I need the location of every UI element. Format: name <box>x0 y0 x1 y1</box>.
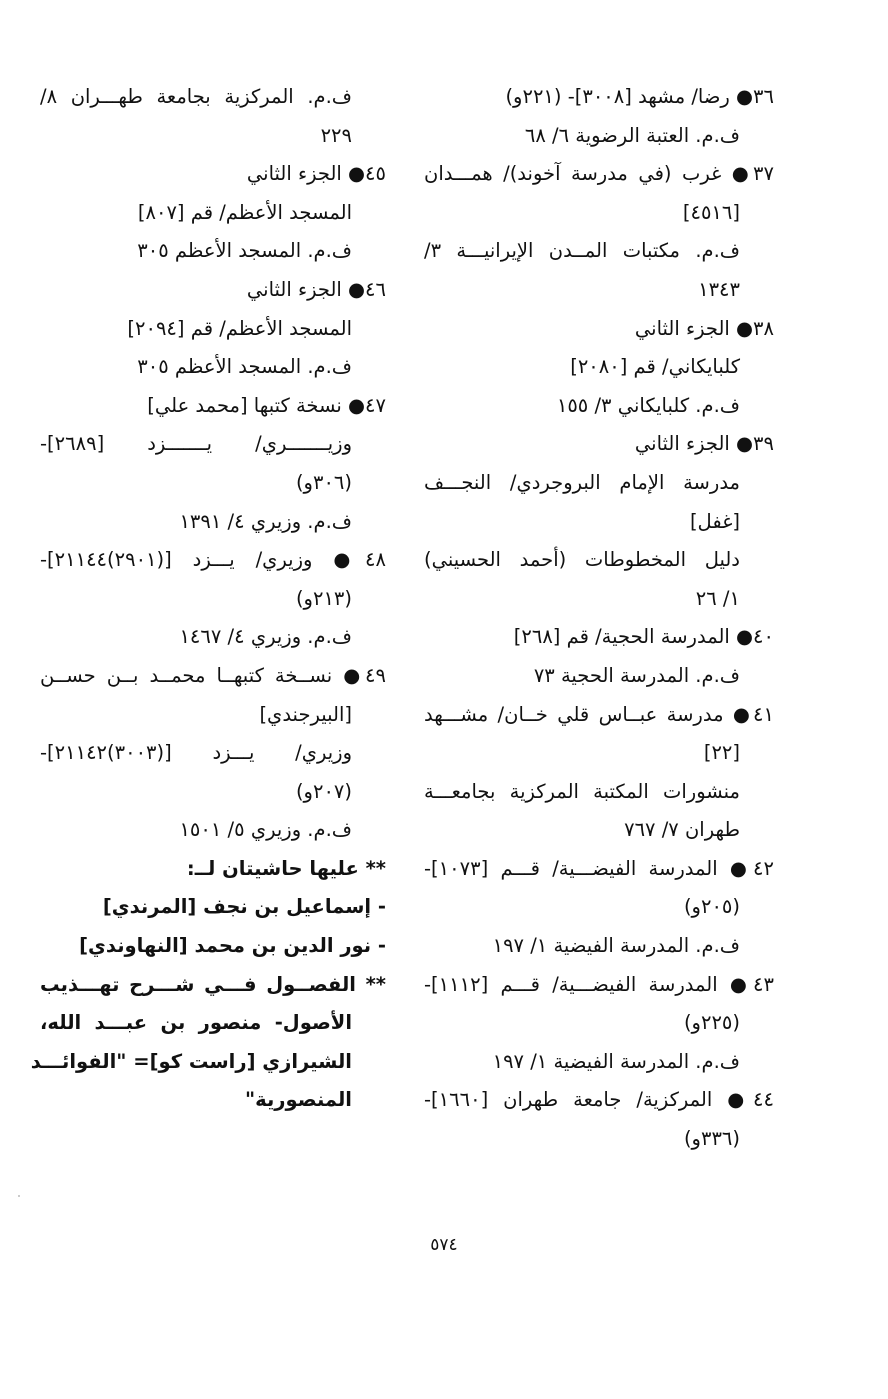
right-column-line: ف.م. كلبايكاني ٣/ ١٥٥ <box>556 393 740 417</box>
right-column-line: مدرسة الإمام البروجردي/ النجـــف <box>424 470 740 494</box>
right-column-line: ف.م. العتبة الرضوية ٦/ ٦٨ <box>524 123 740 147</box>
right-column-line: ٤٠● المدرسة الحجية/ قم [٢٦٨] <box>513 625 774 649</box>
right-column-line: طهران ٧/ ٧٦٧ <box>624 818 740 842</box>
right-column-line: [غفل] <box>689 509 740 533</box>
right-column-line: [٤٥١٦] <box>682 200 740 224</box>
left-column-line: ف.م. وزيري ٤/ ١٤٦٧ <box>179 625 352 649</box>
right-column-line: كلبايكاني/ قم [٢٠٨٠] <box>570 355 740 379</box>
left-column-line: - إسماعيل بن نجف [المرندي] <box>102 895 386 919</box>
right-column-line: ١٣٤٣ <box>698 277 740 301</box>
left-column-line: [البيرجندي] <box>259 702 352 726</box>
right-column-line: ٤٤● المركزية/ جامعة طهران [١٦٦٠]- <box>424 1088 774 1112</box>
right-column-line: (٢٠٥و) <box>683 895 740 919</box>
right-column-line: ف.م. المدرسة الفيضية ١/ ١٩٧ <box>492 934 740 958</box>
right-column-line: منشورات المكتبة المركزية بجامعـــة <box>424 779 740 803</box>
right-column <box>424 78 774 1159</box>
right-column-line: ف.م. المدرسة الفيضية ١/ ١٩٧ <box>492 1049 740 1073</box>
left-column-line: ف.م. المسجد الأعظم ٣٠٥ <box>137 239 352 263</box>
left-column-line: ٤٩● نســخة كتبهــا محمــد بــن حســن <box>40 663 386 687</box>
left-column-line: الشيرازي [راست كو]= "الفوائـــد <box>30 1049 352 1073</box>
scan-speck <box>18 1195 20 1197</box>
right-column-line: ف.م. المدرسة الحجية ٧٣ <box>533 663 740 687</box>
right-column-line: ٤٢● المدرسة الفيضـــية/ قـــم [١٠٧٣]- <box>424 856 774 880</box>
left-column-line: ف.م. المركزية بجامعة طهـــران ٨/ <box>40 85 352 108</box>
left-column-line: (٢١٣و) <box>295 586 352 610</box>
left-column-line: المنصورية" <box>244 1088 352 1112</box>
left-column <box>30 78 386 1120</box>
right-column-line: ٣٩● الجزء الثاني <box>634 432 774 456</box>
left-column-line: ** الفصــول فـــي شـــرح تهـــذيب <box>40 972 386 996</box>
left-column-line: ف.م. وزيري ٥/ ١٥٠١ <box>179 818 352 842</box>
right-column-line: ف.م. مكتبات المــدن الإيرانيـــة ٣/ <box>424 239 740 263</box>
right-column-line: ٤٣● المدرسة الفيضـــية/ قـــم [١١١٢]- <box>424 972 774 996</box>
right-column-line: ٤١● مدرسة عبــاس قلي خــان/ مشـــهد <box>424 702 774 726</box>
right-column-line: دليل المخطوطات (أحمد الحسيني) <box>424 548 740 572</box>
left-column-line: وزيـــــــري/ يـــــــزد [٢٦٨٩]- <box>40 432 352 456</box>
right-column-line: ٣٨● الجزء الثاني <box>634 316 774 340</box>
left-column-line: ف.م. المسجد الأعظم ٣٠٥ <box>137 355 352 379</box>
left-column-line: ٤٥● الجزء الثاني <box>246 162 386 186</box>
left-column-line: - نور الدين بن محمد [النهاوندي] <box>79 934 386 958</box>
left-column-line: ٢٢٩ <box>320 123 352 147</box>
left-column-line: الأصول- منصور بن عبـــد الله، <box>40 1011 352 1035</box>
left-column-line: ** عليها حاشيتان لــ: <box>186 856 386 880</box>
right-column-line: [٢٢] <box>703 741 740 765</box>
left-column-line: ٤٨● وزيري/ يـــزد [(٢٩٠١)٢١١٤٤]- <box>40 548 386 572</box>
left-column-line: (٣٠٦و) <box>295 470 352 494</box>
left-column-line: المسجد الأعظم/ قم [٢٠٩٤] <box>127 316 352 340</box>
left-column-line: (٢٠٧و) <box>295 779 352 803</box>
left-column-line: ٤٧● نسخة كتبها [محمد علي] <box>147 393 386 417</box>
left-column-line: المسجد الأعظم/ قم [٨٠٧] <box>137 200 352 224</box>
right-column-line: (٣٣٦و) <box>683 1127 740 1151</box>
right-column-line: (٢٢٥و) <box>683 1011 740 1035</box>
left-column-line: وزيري/ يـــزد [(٣٠٠٣)٢١١٤٢]- <box>40 741 352 765</box>
left-column-line: ٤٦● الجزء الثاني <box>246 277 386 301</box>
page-number: ٥٧٤ <box>430 1235 458 1255</box>
right-column-line: ٣٦● رضا/ مشهد [٣٠٠٨]- (٢٢١و) <box>505 85 774 108</box>
left-column-line: ف.م. وزيري ٤/ ١٣٩١ <box>179 509 352 533</box>
right-column-line: ٣٧● غرب (في مدرسة آخوند)/ همـــدان <box>424 162 774 186</box>
right-column-line: ١/ ٢٦ <box>695 586 740 610</box>
